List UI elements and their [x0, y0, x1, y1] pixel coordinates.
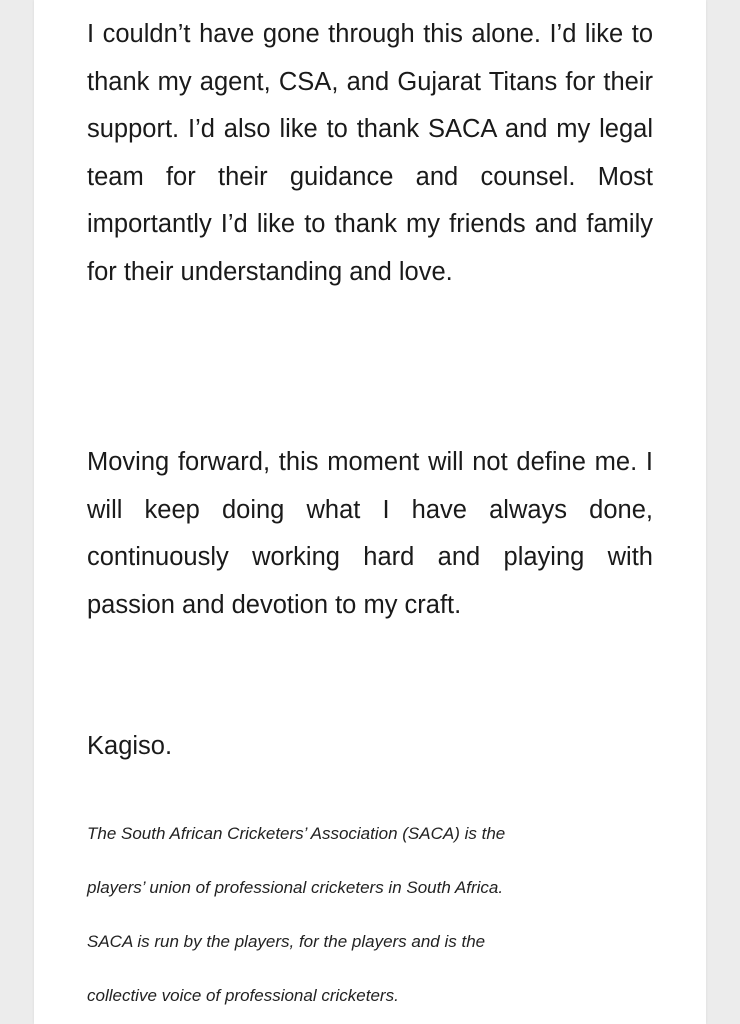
statement-page — [34, 0, 706, 1024]
saca-footnote-line: The South African Cricketers’ Association (SACA) is the — [87, 824, 506, 843]
statement-paragraph-thanks: I couldn’t have gone through this alone. I’d like to thank my agent, CSA, and Gujarat Titans for their support. I’d also like to thank SACA and my legal team for their guidance and counsel. Most importantly I’d like to thank my friends and family for their understanding and love. — [87, 20, 653, 286]
saca-footnote-line: collective voice of professional cricketers. — [87, 986, 399, 1005]
saca-footnote-line: SACA is run by the players, for the players and is the — [87, 932, 486, 951]
statement-paragraph-moving-forward: Moving forward, this moment will not define me. I will keep doing what I have always done, continuously working hard and playing with passion and devotion to my craft. — [87, 448, 653, 619]
saca-footnote-line: players’ union of professional cricketers in South Africa. — [87, 878, 504, 897]
signoff: Kagiso. — [87, 732, 173, 760]
